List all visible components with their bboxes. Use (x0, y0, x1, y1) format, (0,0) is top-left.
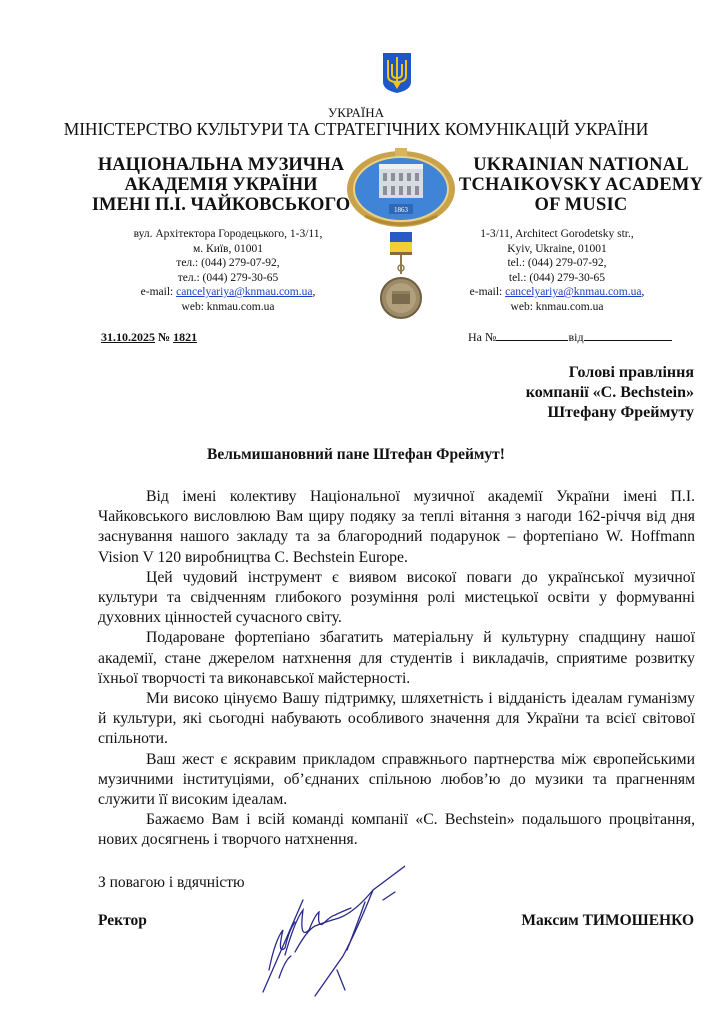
academy-emblem-icon (345, 146, 457, 230)
email-row (454, 285, 660, 300)
email-suffix: , (641, 286, 645, 298)
org-name-en-line: OF MUSIC (534, 195, 628, 215)
website: web: knmau.com.ua (181, 300, 275, 313)
email-suffix: , (312, 286, 316, 298)
email-label: e-mail: (469, 286, 506, 298)
body-paragraph: Цей чудовий інструмент є виявом високої поваги до української музичної культури та свідченням глибокого розуміння ролі мистецької освіти у формуванні духовних цінностей сучасного світу. (98, 568, 695, 627)
outgoing-reference (101, 330, 197, 345)
addressee-line: Голові правління (568, 364, 694, 381)
address-english (454, 227, 660, 314)
address-city: м. Київ, 01001 (193, 242, 263, 255)
addressee-block (526, 363, 694, 423)
body-paragraph: Від імені колективу Національної музичної академії України імені П.І. Чайковського висловлюю Вам щиру подяку за теплі вітання з нагоди 162-річчя від дня заснування нашого закладу та за благородний подарунок – фортепіано W. Hoffmann Vision V 120 виробництва C. Bechstein Europe. (98, 488, 695, 566)
salutation: Вельмишановний пане Штефан Фреймут! (207, 446, 505, 463)
closing-phrase: З повагою і вдячністю (98, 874, 245, 891)
address-city: Kyiv, Ukraine, 01001 (507, 242, 607, 255)
email-row (108, 285, 348, 300)
org-name-en-line: UKRAINIAN NATIONAL (473, 155, 689, 175)
reply-date-blank (584, 330, 672, 341)
org-name-english (458, 155, 704, 215)
email-label: e-mail: (140, 286, 177, 298)
email-link[interactable]: cancelyariya@knmau.com.ua (505, 286, 642, 298)
org-name-ukrainian (80, 155, 362, 215)
body-paragraph: Бажаємо Вам і всій команді компанії «C. Bechstein» подальшого процвітання, нових досягнень і творчого натхнення. (98, 811, 695, 849)
address-line: 1-3/11, Architect Gorodetsky str., (480, 228, 634, 240)
emblem-year: 1863 (394, 206, 408, 214)
addressee-line: компанії «C. Bechstein» (525, 384, 694, 401)
letter-body (98, 487, 695, 851)
coat-of-arms-icon (382, 52, 412, 94)
from-label: від (568, 330, 584, 344)
org-name-ua-line: АКАДЕМІЯ УКРАЇНИ (124, 175, 318, 195)
addressee-line: Штефану Фреймуту (547, 404, 694, 421)
medal-icon (380, 232, 422, 324)
letter-date: 31.10.2025 (101, 330, 155, 344)
number-sign: № (155, 330, 174, 344)
body-paragraph: Ми високо цінуємо Вашу підтримку, шляхетність і відданість ідеалам гуманізму й культури, які сьогодні набувають особливого значення для України та всієї світової спільноти. (98, 690, 695, 748)
phone-1: tel.: (044) 279-07-92, (507, 257, 607, 269)
org-name-ua-line: НАЦІОНАЛЬНА МУЗИЧНА (97, 155, 345, 175)
ministry-title: МІНІСТЕРСТВО КУЛЬТУРИ ТА СТРАТЕГІЧНИХ КОМУНІКАЦІЙ УКРАЇНИ (63, 119, 649, 139)
phone-1: тел.: (044) 279-07-92, (176, 257, 280, 269)
incoming-reference (468, 330, 672, 345)
reply-number-blank (496, 330, 568, 341)
phone-2: tel.: (044) 279-30-65 (508, 271, 606, 284)
address-ukrainian (108, 227, 348, 314)
org-name-en-line: TCHAIKOVSKY ACADEMY (458, 175, 704, 195)
handwritten-signature-icon (255, 860, 405, 1000)
country-label: УКРАЇНА (328, 105, 384, 120)
email-link[interactable]: cancelyariya@knmau.com.ua (176, 286, 313, 298)
org-name-ua-line: ІМЕНІ П.І. ЧАЙКОВСЬКОГО (91, 195, 351, 215)
address-line: вул. Архітектора Городецького, 1-3/11, (133, 228, 323, 240)
signer-title: Ректор (98, 912, 147, 929)
signer-name: Максим ТИМОШЕНКО (521, 912, 694, 929)
website: web: knmau.com.ua (510, 300, 604, 313)
letter-number: 1821 (173, 330, 198, 344)
body-paragraph: Ваш жест є яскравим прикладом справжнього партнерства між європейськими музичними інституціями, об’єднаних спільною любов’ю до музики та прагненням служити її високим ідеалам. (98, 750, 695, 809)
body-paragraph: Подароване фортепіано збагатить матеріальну й культурну спадщину нашої академії, стане джерелом натхнення для студентів і викладачів, сприятиме розвитку їхньої творчості та виконавської майстерності. (98, 629, 695, 687)
phone-2: тел.: (044) 279-30-65 (177, 271, 279, 284)
reply-label: На № (468, 330, 497, 344)
